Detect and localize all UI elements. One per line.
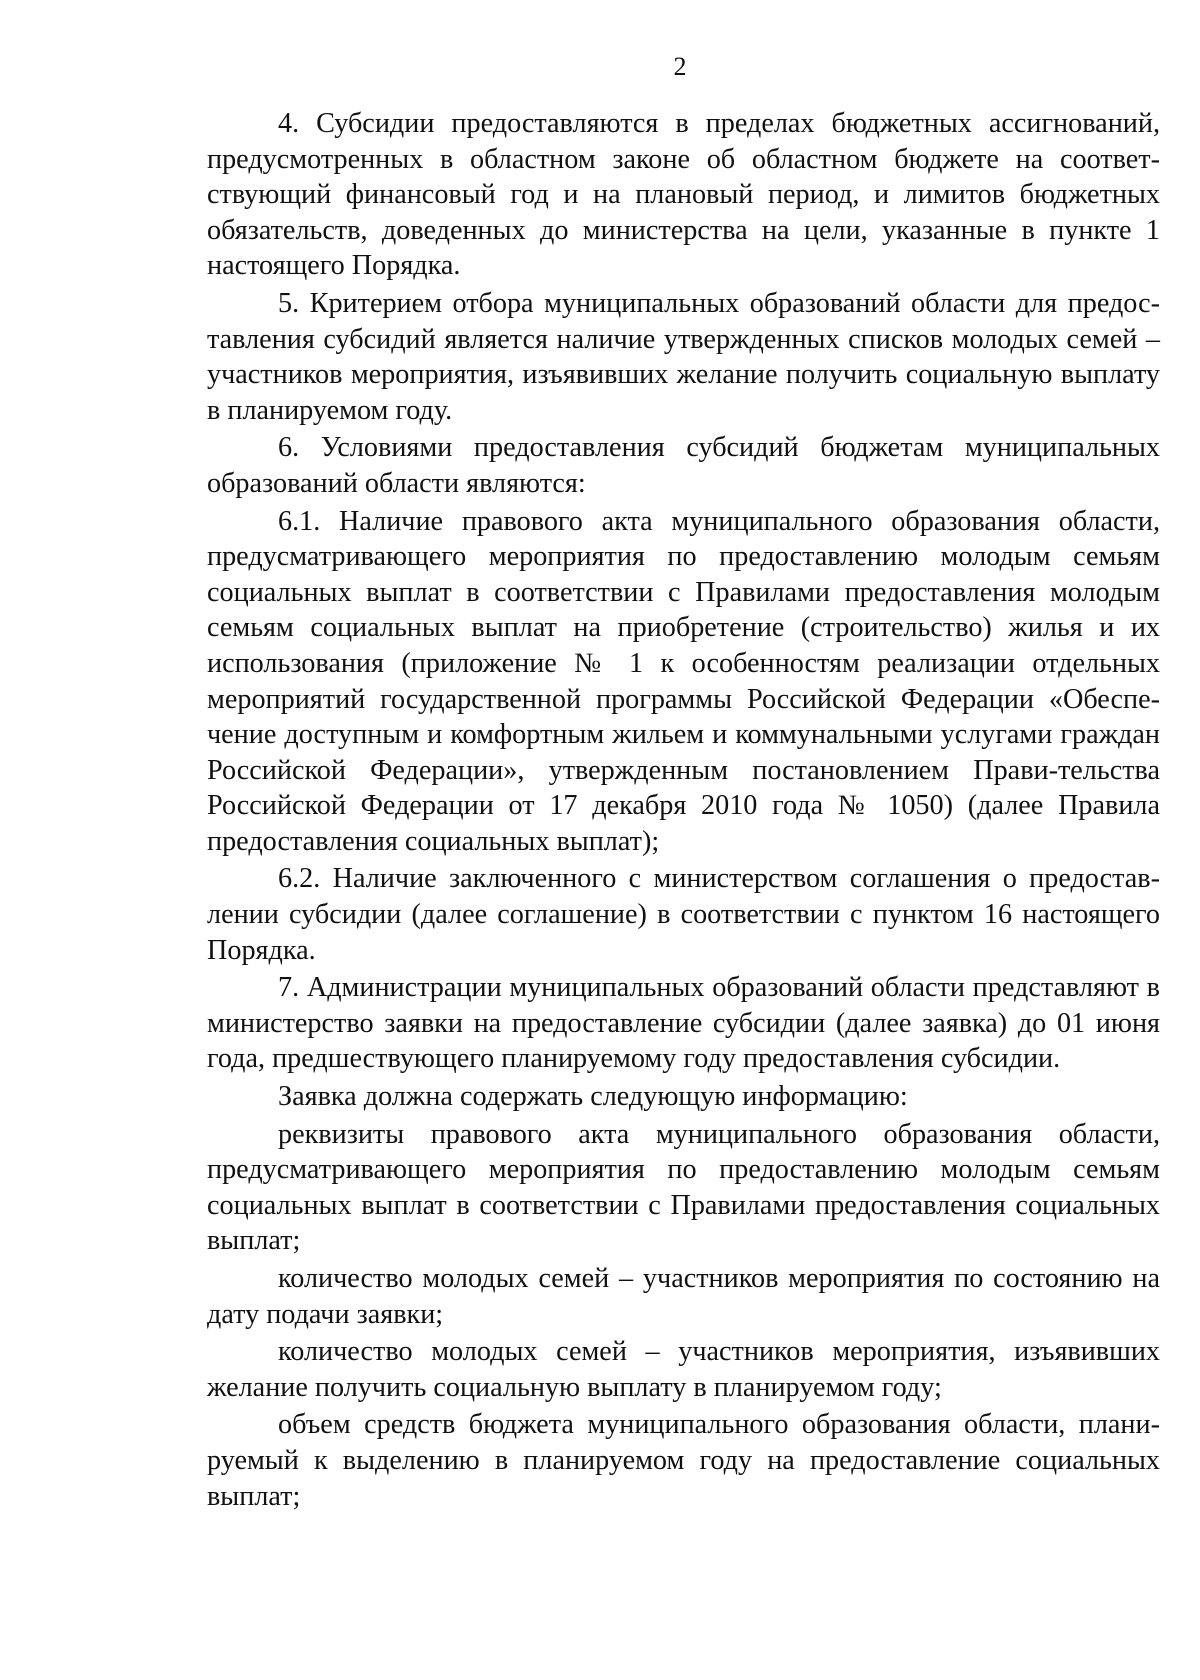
application-item-budget-volume: объем средств бюджета муниципального образования области, плани-руемый к выделению в планируемом году на предоставление социальных выплат; <box>207 1409 1160 1512</box>
paragraph-5: 5. Критерием отбора муниципальных образований области для предос-тавления субсидий является наличие утвержденных списков молодых семей – участников мероприятия, изъявивших желание получить социальную выплату в планируемом году. <box>207 287 1160 426</box>
paragraph-6-2: 6.2. Наличие заключенного с министерством соглашения о предостав-лении субсидии (далее соглашение) в соответствии с пунктом 16 настоящего Порядка. <box>207 863 1160 966</box>
application-item-families-count: количество молодых семей – участников мероприятия по состоянию на дату подачи заявки; <box>207 1263 1160 1330</box>
paragraph-6: 6. Условиями предоставления субсидий бюджетам муниципальных образований области являются: <box>207 432 1160 499</box>
paragraph-4: 4. Субсидии предоставляются в пределах бюджетных ассигнований, предусмотренных в областном законе об областном бюджете на соответ-ствующий финансовый год и на плановый период, и лимитов бюджетных обязательств, доведенных до министерства на цели, указанные в пункте 1 настоящего Порядка. <box>207 108 1160 282</box>
paragraph-6-1: 6.1. Наличие правового акта муниципального образования области, предусматривающего мероприятия по предоставлению молодым семьям социальных выплат в соответствии с Правилами предоставления молодым семьям социальных выплат на приобретение (строительство) жилья и их использования (приложение № 1 к особенностям реализации отдельных мероприятий государственной программы Российской Федерации «Обеспе-чение доступным и комфортным жильем и коммунальными услугами граждан Российской Федерации», утвержденным постановлением Прави-тельства Российской Федерации от 17 декабря 2010 года № 1050) (далее Правила предоставления социальных выплат); <box>207 505 1160 857</box>
application-intro: Заявка должна содержать следующую информацию: <box>278 1081 908 1113</box>
document-body <box>207 106 1160 1514</box>
page-number: 2 <box>673 52 687 81</box>
paragraph-7: 7. Администрации муниципальных образований области представляют в министерство заявки на предоставление субсидии (далее заявка) до 01 июня года, предшествующего планируемому году предоставления субсидии. <box>207 972 1160 1075</box>
application-item-requisites: реквизиты правового акта муниципального образования области, предусматривающего мероприятия по предоставлению молодым семьям социальных выплат в соответствии с Правилами предоставления социальных выплат; <box>207 1118 1160 1257</box>
application-item-families-desire: количество молодых семей – участников мероприятия, изъявивших желание получить социальную выплату в планируемом году; <box>207 1336 1160 1403</box>
